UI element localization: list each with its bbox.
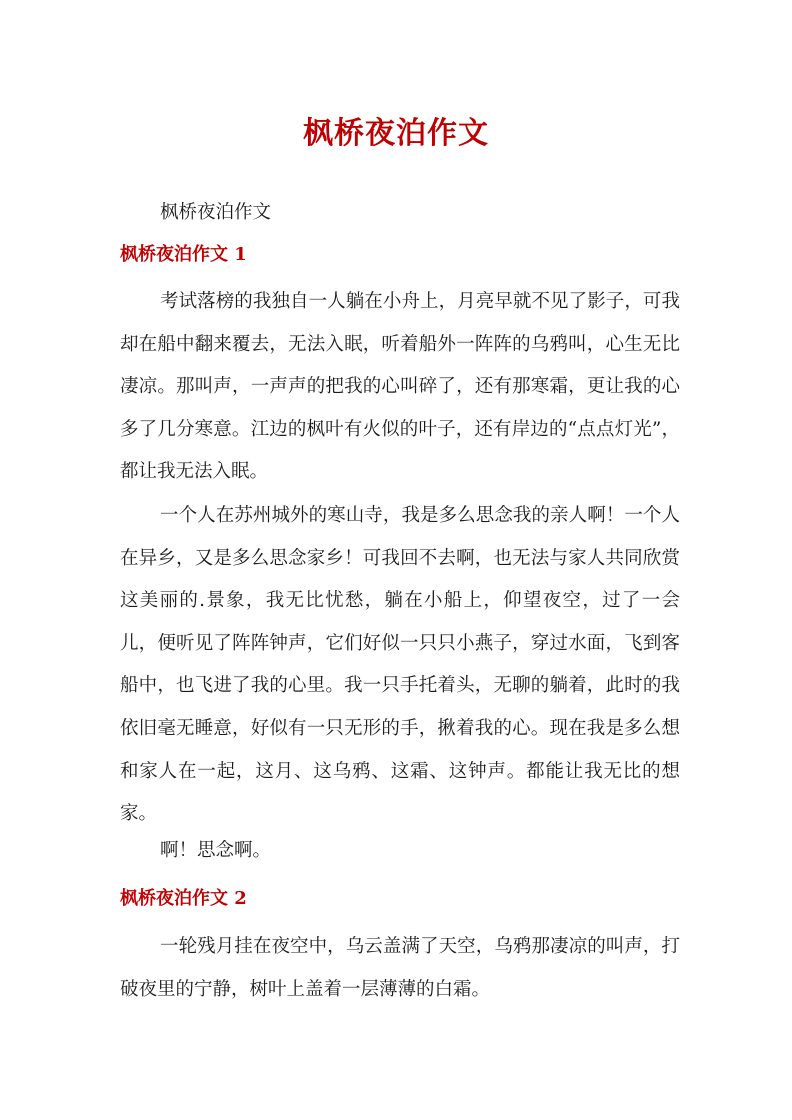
section-heading-2: 枫桥夜泊作文 2 — [120, 888, 247, 909]
paragraph: 一个人在苏州城外的寒山寺，我是多么思念我的亲人啊！一个人在异乡，又是多么思念家乡！可我回不去啊，也无法与家人共同欣赏这美丽的.景象，我无比忧愁，躺在小船上，仰望夜空，过了一会儿，便听见了阵阵钟声，它们好似一只只小燕子，穿过水面，飞到客船中，也飞进了我的心里。我一只手托着头，无聊的躺着，此时的我依旧毫无睡意，好似有一只无形的手，揪着我的心。现在我是多么想和家人在一起，这月、这乌鸦、这霜、这钟声。都能让我无比的想家。 — [120, 505, 680, 825]
paragraph: 一轮残月挂在夜空中，乌云盖满了天空，乌鸦那凄凉的叫声，打破夜里的宁静，树叶上盖着一层薄薄的白霜。 — [120, 936, 680, 1000]
page-title: 枫桥夜泊作文 — [303, 116, 489, 151]
paragraph: 考试落榜的我独自一人躺在小舟上，月亮早就不见了影子，可我却在船中翻来覆去，无法入眠，听着船外一阵阵的乌鸦叫，心生无比凄凉。那叫声，一声声的把我的心叫碎了，还有那寒霜，更让我的心多了几分寒意。江边的枫叶有火似的叶子，还有岸边的“点点灯光”，都让我无法入眠。 — [120, 291, 680, 483]
paragraph-short: 啊！思念啊。 — [160, 840, 272, 861]
intro-line: 枫桥夜泊作文 — [160, 202, 272, 223]
section-heading-1: 枫桥夜泊作文 1 — [120, 244, 247, 265]
